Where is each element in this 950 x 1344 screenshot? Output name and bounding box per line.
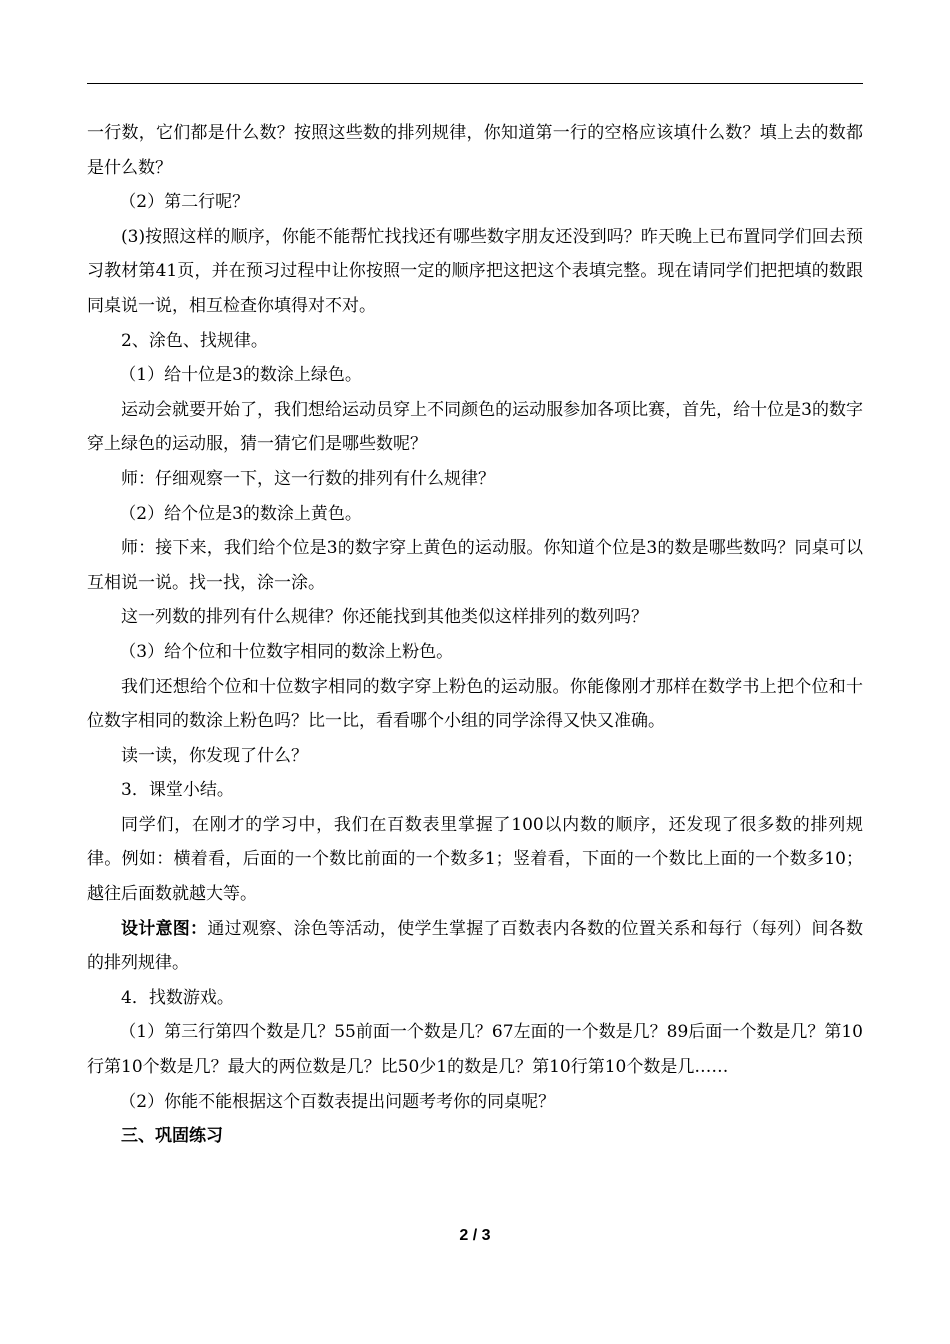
section-heading: 2、涂色、找规律。: [121, 330, 268, 351]
document-body: [87, 116, 863, 1154]
paragraph: （1）给十位是3的数涂上绿色。: [119, 365, 362, 386]
paragraph: 师：仔细观察一下，这一行数的排列有什么规律？: [121, 468, 495, 489]
page-number: 2 / 3: [459, 1227, 491, 1244]
paragraph: （3）给个位和十位数字相同的数涂上粉色。: [119, 641, 454, 662]
paragraph: 我们还想给个位和十位数字相同的数字穿上粉色的运动服。你能像刚才那样在数学书上把个位和十位数字相同的数涂上粉色吗？比一比，看看哪个小组的同学涂得又快又准确。: [87, 676, 863, 732]
header-rule: [87, 83, 863, 84]
paragraph: (3)按照这样的顺序，你能不能帮忙找找还有哪些数字朋友还没到吗？昨天晚上已布置同学们回去预习教材第41页，并在预习过程中让你按照一定的顺序把这把这个表填完整。现在请同学们把把填的数跟同桌说一说，相互检查你填得对不对。: [87, 226, 863, 316]
paragraph: （1）第三行第四个数是几？55前面一个数是几？67左面的一个数是几？89后面一个数是几？第10行第10个数是几？最大的两位数是几？比50少1的数是几？第10行第10个数是几……: [87, 1022, 863, 1078]
design-intent-paragraph: [87, 912, 863, 981]
section-heading: 3．课堂小结。: [121, 780, 234, 801]
paragraph: 师：接下来，我们给个位是3的数字穿上黄色的运动服。你知道个位是3的数是哪些数吗？同桌可以互相说一说。找一找，涂一涂。: [87, 538, 863, 593]
section-heading-text: 三、巩固练习: [121, 1126, 223, 1147]
section-heading: 4．找数游戏。: [121, 987, 234, 1008]
design-intent-text: 通过观察、涂色等活动，使学生掌握了百数表内各数的位置关系和每行（每列）间各数的排列规律。: [87, 918, 864, 974]
paragraph: 读一读，你发现了什么？: [121, 745, 308, 766]
paragraph-continued: 一行数，它们都是什么数？按照这些数的排列规律，你知道第一行的空格应该填什么数？填上去的数都是什么数？: [87, 123, 863, 178]
paragraph: 同学们，在刚才的学习中，我们在百数表里掌握了100以内数的顺序，还发现了很多数的排列规律。例如：横着看，后面的一个数比前面的一个数多1；竖着看，下面的一个数比上面的一个数多10；越往后面数就越大等。: [87, 814, 863, 905]
paragraph: 这一列数的排列有什么规律？你还能找到其他类似这样排列的数列吗？: [121, 607, 648, 628]
design-intent-label: 设计意图：: [121, 918, 208, 939]
paragraph: （2）你能不能根据这个百数表提出问题考考你的同桌呢？: [119, 1091, 556, 1112]
paragraph: （2）给个位是3的数涂上黄色。: [119, 503, 362, 524]
section-heading-bold: [87, 1119, 863, 1154]
paragraph: （2）第二行呢？: [119, 192, 250, 213]
paragraph: 运动会就要开始了，我们想给运动员穿上不同颜色的运动服参加各项比赛，首先，给十位是3的数字穿上绿色的运动服，猜一猜它们是哪些数呢？: [87, 399, 863, 455]
